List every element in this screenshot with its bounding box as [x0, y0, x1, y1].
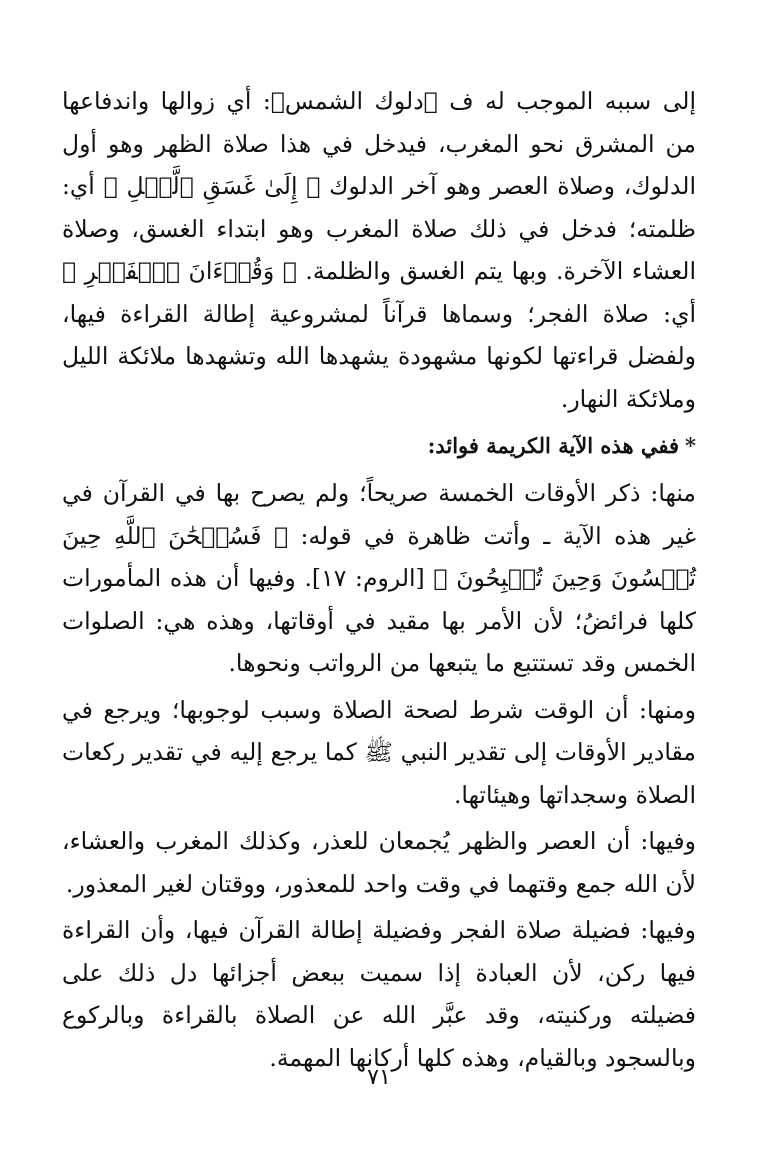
section-heading [62, 426, 696, 466]
page-number: ٧١ [367, 1065, 391, 1090]
paragraph-benefit-1: منها: ذكر الأوقات الخمسة صريحاً؛ ولم يصرح بها في القرآن في غير هذه الآية ـ وأتت ظاهرة في قوله: ﴿ فَسُبۡحَٰنَ ٱللَّهِ حِينَ تُمۡسُونَ وَحِينَ تُصۡبِحُونَ ﴾ [الروم: ١٧]. وفيها أن هذه المأمورات كلها فرائضُ؛ لأن الأمر بها مقيد في أوقاتها، وهذه هي: الصلوات الخمس وقد تستتبع ما يتبعها من الرواتب ونحوها. [62, 479, 696, 677]
star-bullet: * [685, 433, 696, 458]
section-heading-text: ففي هذه الآية الكريمة فوائد: [427, 433, 680, 458]
paragraph-benefit-4: وفيها: فضيلة صلاة الفجر وفضيلة إطالة القرآن فيها، وأن القراءة فيها ركن، لأن العبادة إذا سميت ببعض أجزائها دل ذلك على فضيلته وركنيته، وقد عبَّر الله عن الصلاة بالقراءة وبالركوع وبالسجود وبالقيام، وهذه كلها أركانها المهمة. [62, 916, 696, 1072]
paragraph-benefit-3: وفيها: أن العصر والظهر يُجمعان للعذر، وكذلك المغرب والعشاء، لأن الله جمع وقتهما في وقت واحد للمعذور، ووقتان لغير المعذور. [62, 827, 696, 898]
paragraph-benefit-2: ومنها: أن الوقت شرط لصحة الصلاة وسبب لوجوبها؛ ويرجع في مقادير الأوقات إلى تقدير النبي ﷺ كما يرجع إليه في تقدير ركعات الصلاة وسجداتها وهيئاتها. [62, 695, 696, 809]
paragraph-verse-explanation: إلى سببه الموجب له ف ﴿دلوك الشمس﴾: أي زوالها واندفاعها من المشرق نحو المغرب، فيدخل في هذا صلاة الظهر وهو أول الدلوك، وصلاة العصر وهو آخر الدلوك ﴿ إِلَىٰ غَسَقِ ٱلَّيۡلِ ﴾ أي: ظلمته؛ فدخل في ذلك صلاة المغرب وهو ابتداء الغسق، وصلاة العشاء الآخرة. وبها يتم الغسق والظلمة. ﴿ وَقُرۡءَانَ ٱلۡفَجۡرِ ﴾ أي: صلاة الفجر؛ وسماها قرآناً لمشروعية إطالة القراءة فيها، ولفضل قراءتها لكونها مشهودة يشهدها الله وتشهدها ملائكة الليل وملائكة النهار. [62, 87, 696, 413]
